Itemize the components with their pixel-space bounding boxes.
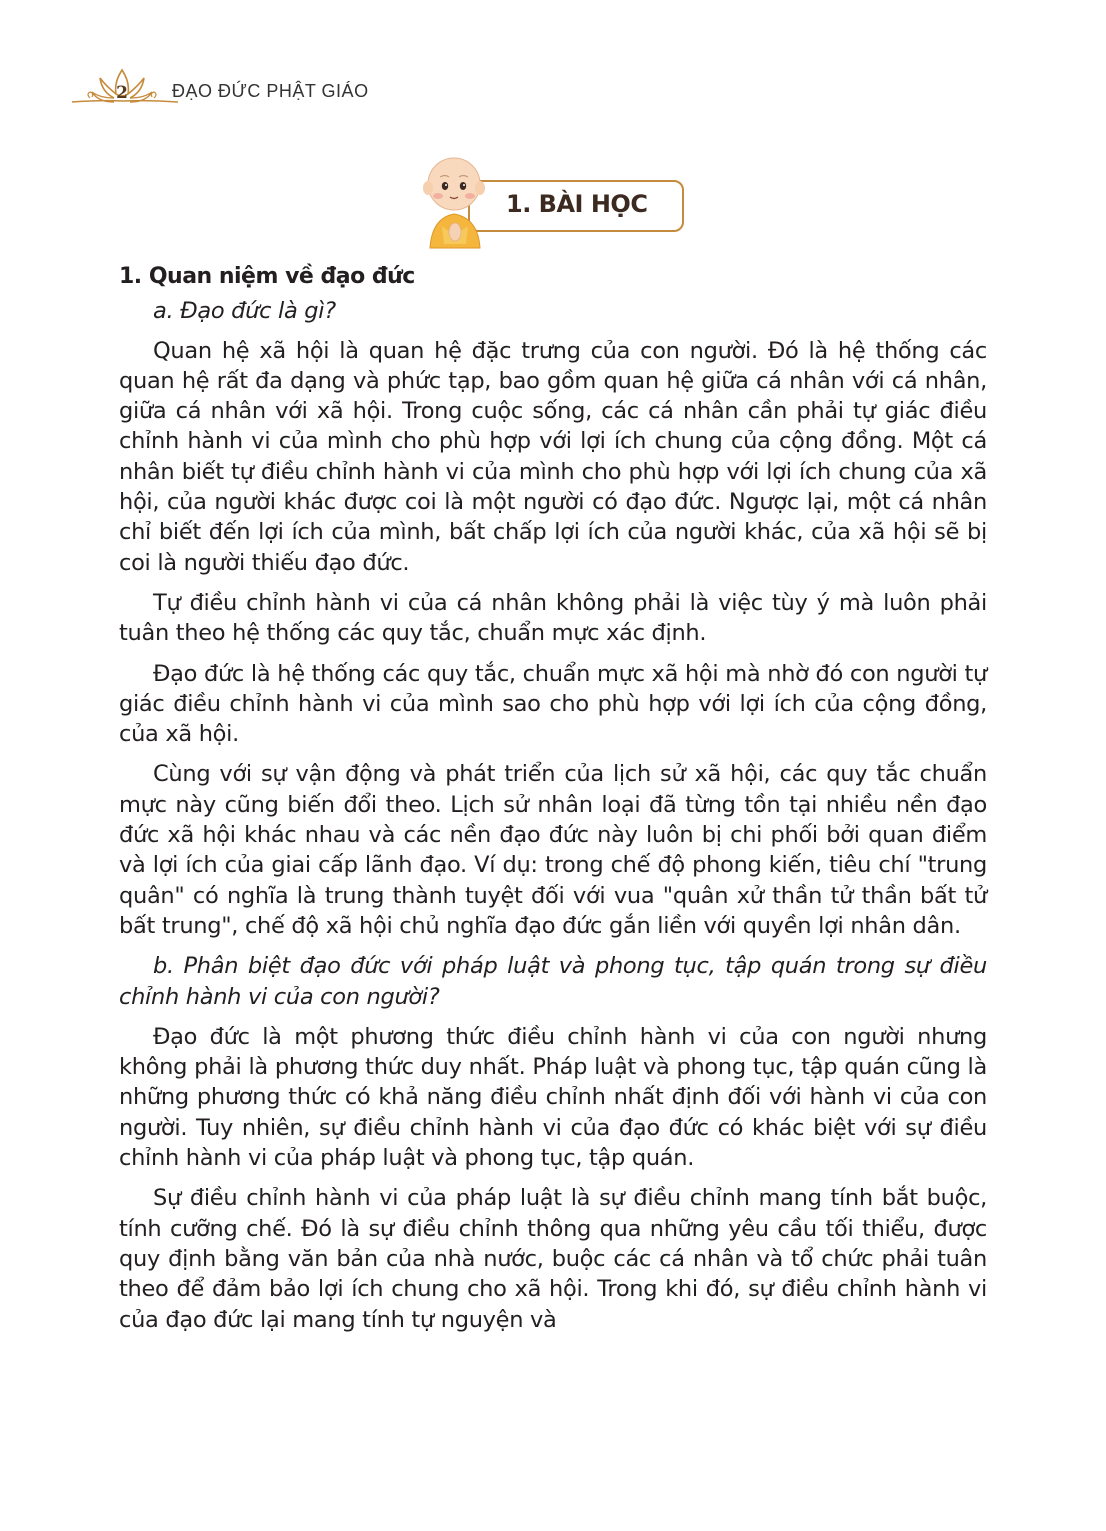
section-banner <box>420 152 688 250</box>
running-title: ĐẠO ĐỨC PHẬT GIÁO <box>172 81 369 101</box>
page-number: 2 <box>116 83 128 103</box>
paragraph: Cùng với sự vận động và phát triển của lịch sử xã hội, các quy tắc chuẩn mực này cũng biến đổi theo. Lịch sử nhân loại đã từng tồn tại nhiều nền đạo đức xã hội khác nhau và các nền đạo đức này luôn bị chi phối bởi quan điểm và lợi ích của giai cấp lãnh đạo. Ví dụ: trong chế độ phong kiến, tiêu chí "trung quân" có nghĩa là trung thành tuyệt đối với vua "quân xử thần tử thần bất tử bất trung", chế độ xã hội chủ nghĩa đạo đức gắn liền với quyền lợi nhân dân. <box>119 761 987 939</box>
paragraph: Đạo đức là một phương thức điều chỉnh hành vi của con người nhưng không phải là phương thức duy nhất. Pháp luật và phong tục, tập quán cũng là những phương thức có khả năng điều chỉnh nhất định đối với hành vi của con người. Tuy nhiên, sự điều chỉnh hành vi của đạo đức có khác biệt với sự điều chỉnh hành vi của pháp luật và phong tục, tập quán. <box>119 1023 987 1172</box>
paragraph: Sự điều chỉnh hành vi của pháp luật là sự điều chỉnh mang tính bắt buộc, tính cưỡng chế. Đó là sự điều chỉnh thông qua những yêu cầu tối thiểu, được quy định bằng văn bản của nhà nước, buộc các cá nhân và tổ chức phải tuân theo để đảm bảo lợi ích chung cho xã hội. Trong khi đó, sự điều chỉnh hành vi của đạo đức lại mang tính tự nguyện và <box>119 1185 987 1333</box>
section-heading: 1. Quan niệm về đạo đức <box>119 264 415 289</box>
paragraph: Đạo đức là hệ thống các quy tắc, chuẩn mực xã hội mà nhờ đó con người tự giác điều chỉnh hành vi của mình sao cho phù hợp với lợi ích của cộng đồng, của xã hội. <box>119 660 987 748</box>
paragraph: Tự điều chỉnh hành vi của cá nhân không phải là việc tùy ý mà luôn phải tuân theo hệ thống các quy tắc, chuẩn mực xác định. <box>119 589 987 647</box>
subheading-b: b. Phân biệt đạo đức với pháp luật và phong tục, tập quán trong sự điều chỉnh hành vi của con người? <box>119 953 987 1010</box>
section-title: 1. BÀI HỌC <box>506 190 648 218</box>
little-monk-icon <box>420 152 490 250</box>
running-header <box>70 64 390 114</box>
subheading-a: a. Đạo đức là gì? <box>153 298 336 325</box>
paragraph: Quan hệ xã hội là quan hệ đặc trưng của con người. Đó là hệ thống các quan hệ rất đa dạng và phức tạp, bao gồm quan hệ giữa cá nhân với cá nhân, giữa cá nhân với xã hội. Trong cuộc sống, các cá nhân cần phải tự giác điều chỉnh hành vi của mình cho phù hợp với lợi ích chung của cộng đồng. Một cá nhân biết tự điều chỉnh hành vi của mình cho phù hợp với lợi ích chung của xã hội, của người khác được coi là một người có đạo đức. Ngược lại, một cá nhân chỉ biết đến lợi ích của mình, bất chấp lợi ích của người khác, của xã hội sẽ bị coi là người thiếu đạo đức. <box>119 337 987 576</box>
body-content <box>119 262 987 1345</box>
